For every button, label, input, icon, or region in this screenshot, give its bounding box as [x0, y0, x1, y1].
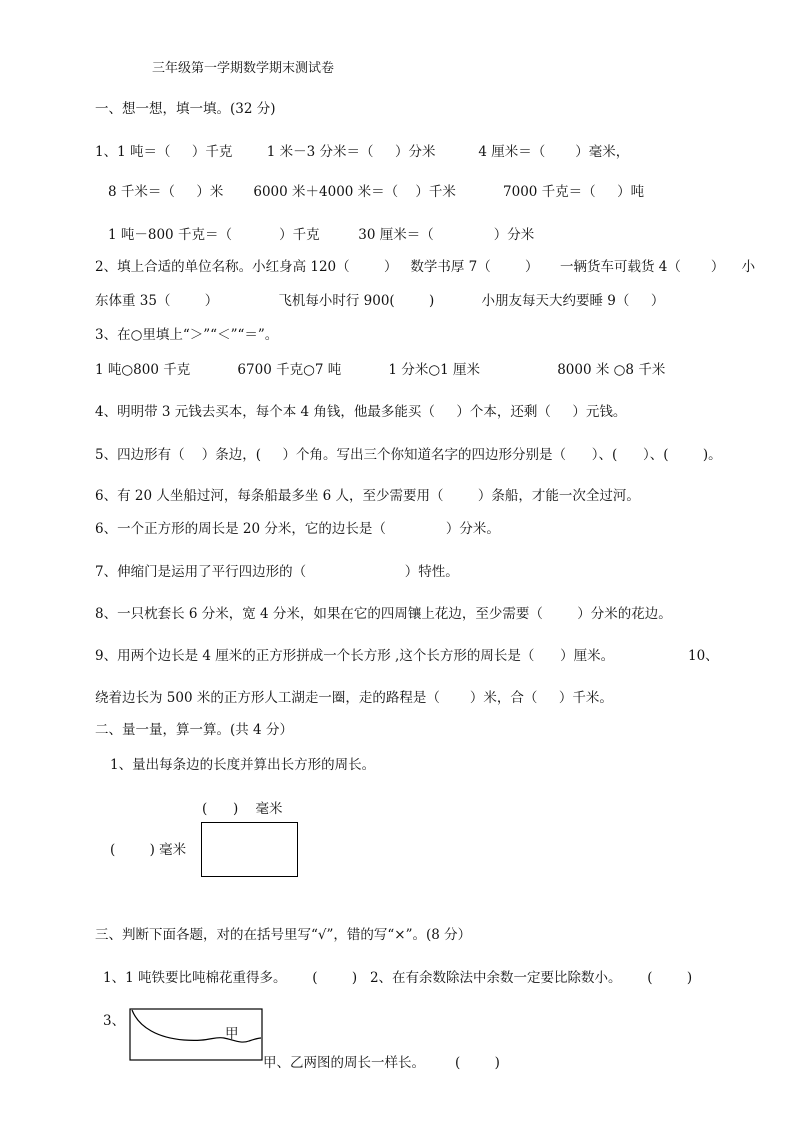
- question-9: 9、用两个边长是 4 厘米的正方形拼成一个长方形 ,这个长方形的周长是（ ）厘米。: [95, 648, 615, 664]
- question-4: 4、明明带 3 元钱去买本，每个本 4 角钱，他最多能买（ ）个本，还剩（ ）元钱。: [95, 404, 627, 420]
- judge-question-3: 甲、乙两图的周长一样长。 ( ): [263, 1055, 500, 1071]
- figure-outline: [130, 1009, 262, 1060]
- judge-questions-1-2: 1、1 吨铁要比吨棉花重得多。 ( ) 2、在有余数除法中余数一定要比除数小。 ( ): [103, 970, 693, 986]
- question-10-number: 10、: [688, 648, 719, 664]
- page-title: 三年级第一学期数学期末测试卷: [152, 61, 335, 76]
- question-3-items: 1 吨○800 千克 6700 千克○7 吨 1 分米○1 厘米 8000 米 ○8 千米: [95, 362, 666, 378]
- question-7: 7、伸缩门是运用了平行四边形的（ ）特性。: [95, 564, 459, 580]
- question-1-row-1: 1、1 吨＝（ ）千克 1 米－3 分米＝（ ）分米 4 厘米＝（ ）毫米，: [95, 144, 630, 160]
- judge-question-3-number: 3、: [103, 1013, 126, 1029]
- question-6b: 6、一个正方形的周长是 20 分米，它的边长是（ ）分米。: [95, 521, 500, 537]
- measure-left-label: ( ) 毫米: [110, 842, 187, 858]
- question-6a: 6、有 20 人坐船过河，每条船最多坐 6 人，至少需要用（ ）条船，才能一次全过河。: [95, 488, 640, 504]
- question-2-row-2: 东体重 35（ ） 飞机每小时行 900( ) 小朋友每天大约要睡 9（ ）: [95, 293, 665, 309]
- measure-question: 1、量出每条边的长度并算出长方形的周长。: [110, 757, 376, 773]
- figure-jia-yi: [129, 1008, 263, 1062]
- question-2-row-1: 2、填上合适的单位名称。小红身高 120（ ） 数学书厚 7（ ） 一辆货车可载货 4（ ） 小: [95, 259, 756, 275]
- question-3-heading: 3、在○里填上“＞”“＜”“＝”。: [95, 327, 279, 343]
- figure-label-jia: 甲: [225, 1026, 239, 1042]
- question-10: 绕着边长为 500 米的正方形人工湖走一圈，走的路程是（ ）米，合（ ）千米。: [95, 690, 613, 706]
- question-5: 5、四边形有（ ）条边，( ）个角。写出三个你知道名字的四边形分别是（ ）、( ）、( )。: [95, 447, 722, 463]
- section-1-heading: 一、想一想，填一填。(32 分): [95, 101, 276, 117]
- section-2-heading: 二、量一量，算一算。(共 4 分）: [95, 722, 293, 738]
- section-3-heading: 三、判断下面各题，对的在括号里写“√”，错的写“×”。(8 分）: [95, 927, 472, 943]
- measure-top-label: ( ) 毫米: [202, 801, 283, 817]
- question-8: 8、一只枕套长 6 分米，宽 4 分米，如果在它的四周镶上花边，至少需要（ ）分米的花边。: [95, 606, 672, 622]
- measure-rectangle: [201, 822, 298, 877]
- question-1-row-2: 8 千米＝（ ）米 6000 米＋4000 米＝（ ）千米 7000 千克＝（ ）吨: [108, 184, 645, 200]
- question-1-row-3: 1 吨－800 千克＝（ ）千克 30 厘米＝（ ）分米: [108, 227, 535, 243]
- figure-divider-curve: [132, 1010, 261, 1042]
